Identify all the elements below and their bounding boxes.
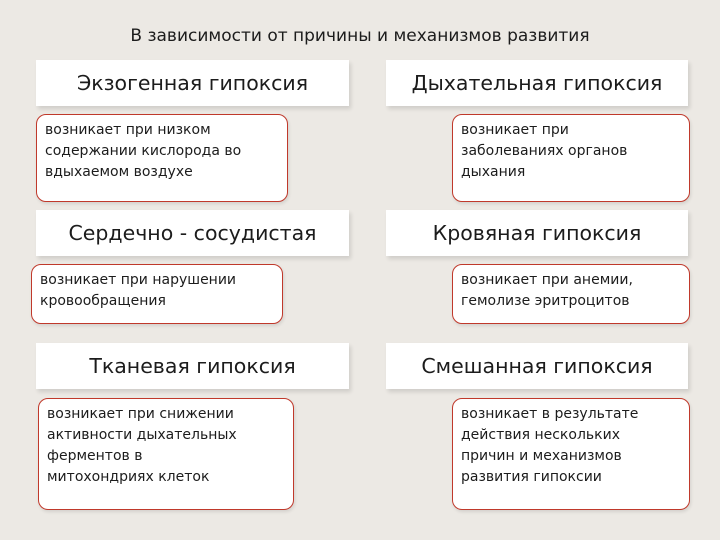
heading-blood-hypoxia: Кровяная гипоксия	[386, 210, 688, 256]
description-blood-hypoxia: возникает при анемии, гемолизе эритроцитов	[452, 264, 690, 324]
description-mixed-hypoxia: возникает в результате действия нескольких причин и механизмов развития гипоксии	[452, 398, 690, 510]
heading-tissue-hypoxia: Тканевая гипоксия	[36, 343, 349, 389]
heading-exogenous-hypoxia: Экзогенная гипоксия	[36, 60, 349, 106]
description-tissue-hypoxia: возникает при снижении активности дыхательных ферментов в митохондриях клеток	[38, 398, 294, 510]
heading-cardiovascular-hypoxia: Сердечно - сосудистая	[36, 210, 349, 256]
heading-respiratory-hypoxia: Дыхательная гипоксия	[386, 60, 688, 106]
description-respiratory-hypoxia: возникает при заболеваниях органов дыхания	[452, 114, 690, 202]
slide-title: В зависимости от причины и механизмов развития	[130, 26, 590, 46]
description-cardiovascular-hypoxia: возникает при нарушении кровообращения	[31, 264, 283, 324]
description-exogenous-hypoxia: возникает при низком содержании кислорода во вдыхаемом воздухе	[36, 114, 288, 202]
heading-mixed-hypoxia: Смешанная гипоксия	[386, 343, 688, 389]
